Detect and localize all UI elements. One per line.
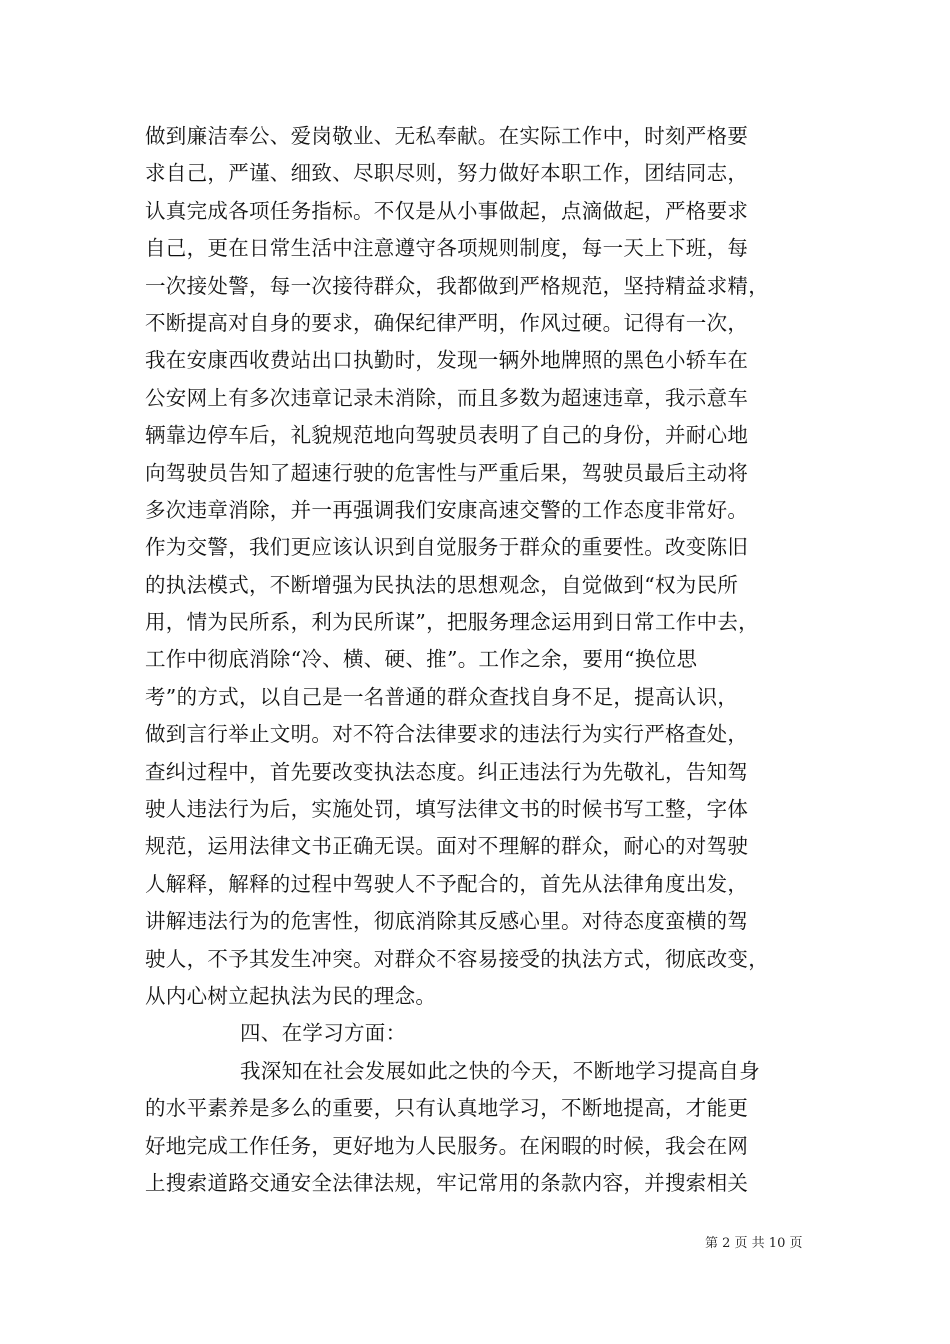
text-line: 向驾驶员告知了超速行驶的危害性与严重后果，驾驶员最后主动将 xyxy=(145,460,749,485)
text-line: 辆靠边停车后，礼貌规范地向驾驶员表明了自己的身份，并耐心地 xyxy=(145,423,749,448)
text-line: 从内心树立起执法为民的理念。 xyxy=(145,983,437,1008)
text-line: 讲解违法行为的危害性，彻底消除其反感心里。对待态度蛮横的驾 xyxy=(145,909,749,934)
text-line: 用，情为民所系，利为民所谋”，把服务理念运用到日常工作中去， xyxy=(145,610,759,635)
paragraph-first-line: 我深知在社会发展如此之快的今天，不断地学习提高自身 xyxy=(240,1058,760,1083)
text-line: 做到言行举止文明。对不符合法律要求的违法行为实行严格查处， xyxy=(145,722,749,747)
text-line: 查纠过程中，首先要改变执法态度。纠正违法行为先敬礼，告知驾 xyxy=(145,759,749,784)
text-line: 好地完成工作任务，更好地为人民服务。在闲暇的时候，我会在网 xyxy=(145,1133,749,1158)
text-line: 多次违章消除，并一再强调我们安康高速交警的工作态度非常好。 xyxy=(145,497,749,522)
text-line: 驶人违法行为后，实施处罚，填写法律文书的时候书写工整，字体 xyxy=(145,797,749,822)
page-number-footer: 第 2 页 共 10 页 xyxy=(705,1236,803,1251)
text-line: 一次接处警，每一次接待群众，我都做到严格规范，坚持精益求精， xyxy=(145,273,769,298)
text-line: 我在安康西收费站出口执勤时，发现一辆外地牌照的黑色小轿车在 xyxy=(145,348,749,373)
text-line: 作为交警，我们更应该认识到自觉服务于群众的重要性。改变陈旧 xyxy=(145,535,749,560)
text-line: 自己，更在日常生活中注意遵守各项规则制度，每一天上下班，每 xyxy=(145,236,749,261)
text-line: 的执法模式，不断增强为民执法的思想观念，自觉做到“权为民所 xyxy=(145,572,739,597)
text-line: 驶人，不予其发生冲突。对群众不容易接受的执法方式，彻底改变， xyxy=(145,946,769,971)
text-line: 的水平素养是多么的重要，只有认真地学习，不断地提高，才能更 xyxy=(145,1096,749,1121)
text-line: 上搜索道路交通安全法律法规，牢记常用的条款内容，并搜索相关 xyxy=(145,1170,749,1195)
text-line: 工作中彻底消除“冷、横、硬、推”。工作之余，要用“换位思 xyxy=(145,647,698,672)
text-line: 认真完成各项任务指标。不仅是从小事做起，点滴做起，严格要求 xyxy=(145,198,749,223)
text-line: 不断提高对自身的要求，确保纪律严明，作风过硬。记得有一次， xyxy=(145,310,749,335)
section-heading: 四、在学习方面： xyxy=(240,1021,407,1046)
text-line: 规范，运用法律文书正确无误。面对不理解的群众，耐心的对驾驶 xyxy=(145,834,749,859)
text-line: 求自己，严谨、细致、尽职尽则，努力做好本职工作，团结同志， xyxy=(145,161,749,186)
body-text xyxy=(145,118,835,1202)
text-line: 公安网上有多次违章记录未消除，而且多数为超速违章，我示意车 xyxy=(145,385,749,410)
text-line: 人解释，解释的过程中驾驶人不予配合的，首先从法律角度出发， xyxy=(145,871,749,896)
text-line: 考”的方式，以自己是一名普通的群众查找自身不足，提高认识， xyxy=(145,684,739,709)
text-line: 做到廉洁奉公、爱岗敬业、无私奉献。在实际工作中，时刻严格要 xyxy=(145,124,749,148)
